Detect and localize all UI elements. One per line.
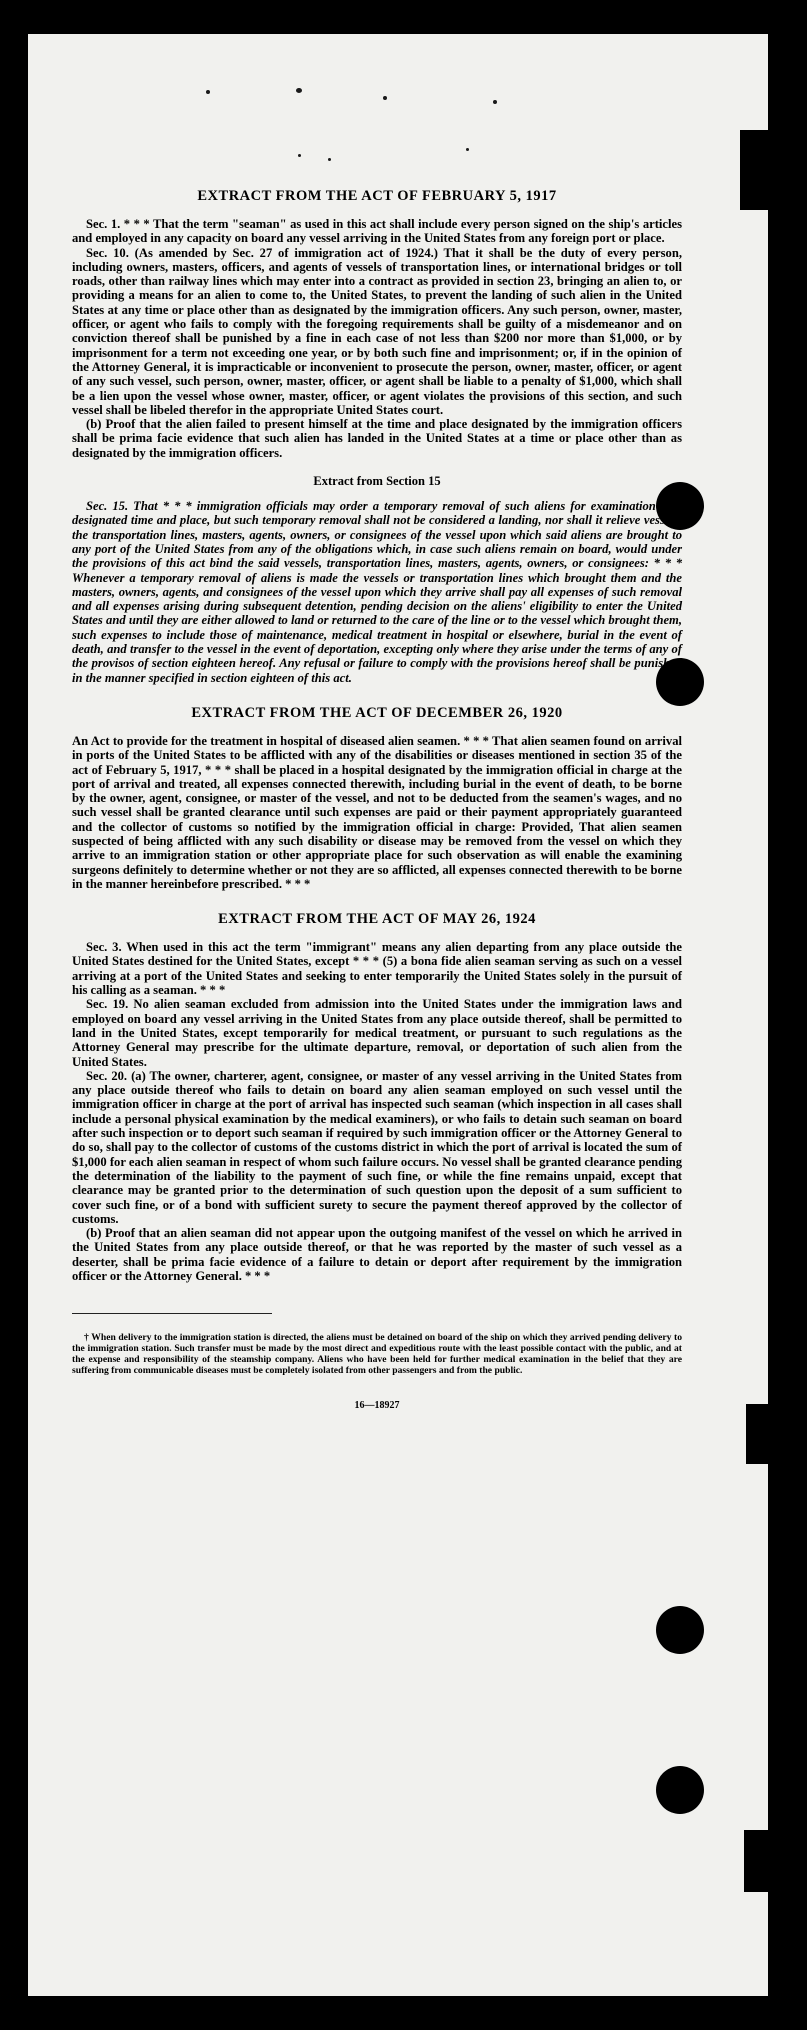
section-subheading: Extract from Section 15 [313,474,441,489]
punch-hole [656,1606,704,1654]
paragraph: Sec. 19. No alien seaman excluded from admission into the United States under the immigration laws and employed on board any vessel arriving in the United States from any place outside thereof, shall be permitted to land in the United States, except temporarily for medical treatment, or pursuant to such regulations as the Attorney General may prescribe for the ultimate departure, removal, or deportation of such alien from the United States. [72,997,682,1069]
footnote-divider [72,1313,272,1314]
section-heading: EXTRACT FROM THE ACT OF FEBRUARY 5, 1917 [197,188,557,204]
document-text [72,188,682,1411]
edge-notch [744,1830,770,1892]
punch-hole [656,1766,704,1814]
paragraph: Sec. 20. (a) The owner, charterer, agent, consignee, or master of any vessel arriving in the United States from any place outside thereof who fails to detain on board any alien seaman employed on such vessel until the immigration officer in charge at the port of arrival has inspected such seaman (which inspection in all cases shall include a personal physical examination by the medical examiners), or who fails to detain such seaman on board after such inspection or to deport such seaman if required by such immigration officer or the Attorney General to do so, shall pay to the collector of customs of the customs district in which the port of arrival is located the sum of $1,000 for each alien seaman in respect of whom such failure occurs. No vessel shall be granted clearance pending the determination of the liability to the payment of such fine, or while the fine remains unpaid, except that clearance may be granted prior to the determination of such question upon the deposit of a sum sufficient to cover such fine, or of a bond with sufficient surety to secure the payment thereof approved by the collector of customs. [72,1068,682,1226]
paragraph: An Act to provide for the treatment in hospital of diseased alien seamen. * * * That alien seamen found on arrival in ports of the United States to be afflicted with any of the disabilities or diseases mentioned in section 35 of the act of February 5, 1917, * * * shall be placed in a hospital designated by the immigration official in charge at the port of arrival and treated, all expenses connected therewith, including burial in the event of death, to be borne by the owner, agent, consignee, or master of the vessel, and not to be deducted from the seamen's wages, and no such vessel shall be granted clearance until such expenses are paid or their payment appropriately guaranteed and the collector of customs so notified by the immigration official in charge: Provided, That alien seamen suspected of being afflicted with any such disability or disease may be removed from the vessel on which they arrive to an immigration station or other appropriate place for such observation as will enable the examining surgeons definitely to determine whether or not they are so afflicted, all expenses connected therewith to be borne in the manner hereinbefore prescribed. * * * [72,733,682,891]
paragraph: Sec. 3. When used in this act the term "immigrant" means any alien departing from any place outside the United States destined for the United States, except * * * (5) a bona fide alien seaman serving as such on a vessel arriving at a port of the United States and seeking to enter temporarily the United States solely in the pursuit of his calling as a seaman. * * * [72,940,682,998]
footnote: † When delivery to the immigration station is directed, the aliens must be detained on board of the ship on which they arrived pending delivery to the immigration station. Such transfer must be made by the most direct and expeditious route with the least possible contact with the public, and at the expense and responsibility of the steamship company. Aliens who have been held for further medical examination in the belief that they are suffering from communicable diseases must be completely isolated from other passengers and from the public. [72,1332,682,1377]
scan-speck [328,158,331,161]
paragraph: (b) Proof that the alien failed to present himself at the time and place designated by the immigration officers shall be prima facie evidence that such alien has landed in the United States at a time or place other than as designated by the immigration officers. [72,417,682,460]
scan-speck [298,154,301,157]
paragraph: Sec. 10. (As amended by Sec. 27 of immigration act of 1924.) That it shall be the duty of every person, including owners, masters, officers, and agents of vessels of transportation lines, or international bridges or toll roads, other than railway lines which may enter into a contract as provided in section 23, bringing an alien to, or providing a means for an alien to come to, the United States, to prevent the landing of such alien in the United States at any time or place other than as designated by the immigration officers. Any such person, owner, master, officer, or agent who fails to comply with the foregoing requirements shall be guilty of a misdemeanor and on conviction thereof shall be punished by a fine in each case of not less than $200 nor more than $1,000, or by imprisonment for a term not exceeding one year, or by both such fine and imprisonment; or, if in the opinion of the Attorney General, it is impracticable or inconvenient to prosecute the person, owner, master, officer, or agent of any such vessel, such person, owner, master, officer, or agent shall be liable to a penalty of $1,000, which shall be a lien upon the vessel whose owner, master, officer, or agent violates the provisions of this section, and such vessel shall be libeled therefor in the appropriate United States court. [72,245,682,417]
scan-speck [206,90,210,94]
paragraph: Sec. 1. * * * That the term "seaman" as used in this act shall include every person signed on the ship's articles and employed in any capacity on board any vessel arriving in the United States from any foreign port or place. [72,217,682,246]
scan-speck [466,148,469,151]
scan-speck [296,88,302,93]
section-heading: EXTRACT FROM THE ACT OF MAY 26, 1924 [218,911,536,928]
section-heading: EXTRACT FROM THE ACT OF DECEMBER 26, 1920 [191,704,563,721]
edge-notch [746,1404,770,1464]
scan-speck [493,100,497,104]
paragraph: Sec. 15. That * * * immigration officials may order a temporary removal of such aliens for examination at a designated time and place, but such temporary removal shall not be considered a landing, nor shall it relieve vessels, the transportation lines, masters, agents, owners, or consignees of the vessel upon which said aliens are brought to any port of the United States from any of the obligations which, in case such aliens remain on board, would under the provisions of this act bind the said vessels, transportation lines, masters, agents, owners, or consignees: * * * Whenever a temporary removal of aliens is made the vessels or transportation lines which brought them and the masters, owners, agents, and consignees of the vessel upon which they arrive shall pay all expenses of such removal and all expenses arising during subsequent detention, pending decision on the aliens' eligibility to enter the United States and until they are either allowed to land or returned to the care of the line or to the vessel which brought them, such expenses to include those of maintenance, medical treatment in hospital or elsewhere, burial in the event of death, and transfer to the vessel in the event of deportation, excepting only where they arise under the terms of any of the provisos of section eighteen hereof. Any refusal or failure to comply with the provisions hereof shall be punished in the manner specified in section eighteen of this act. [72,499,682,685]
page-number: 16—18927 [354,1400,400,1412]
footnote-block [72,1332,682,1376]
paragraph: (b) Proof that an alien seaman did not appear upon the outgoing manifest of the vessel on which he arrived in the United States from any place outside thereof, or that he was reported by the master of such vessel as a deserter, shall be prima facie evidence of a failure to detain or deport after requirement by the immigration officer or the Attorney General. * * * [72,1226,682,1283]
edge-notch [740,130,770,210]
scan-speck [383,96,387,100]
